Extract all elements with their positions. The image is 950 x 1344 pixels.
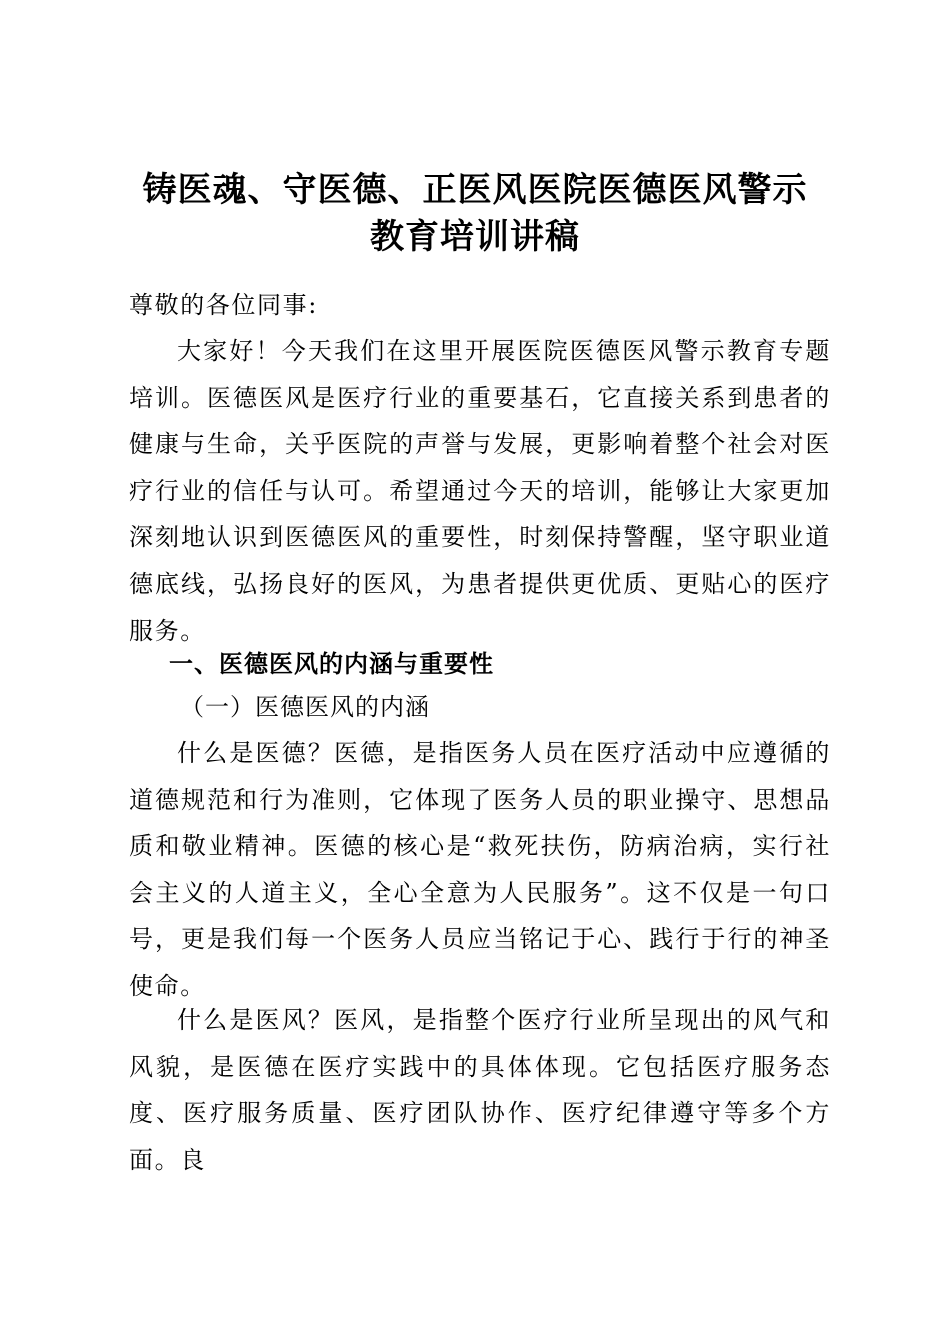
- paragraph-introduction: 大家好！今天我们在这里开展医院医德医风警示教育专题培训。医德医风是医疗行业的重要基石，它直接关系到患者的健康与生命，关乎医院的声誉与发展，更影响着整个社会对医疗行业的信任与认可。希望通过今天的培训，能够让大家更加深刻地认识到医德医风的重要性，时刻保持警醒，坚守职业道德底线，弘扬良好的医风，为患者提供更优质、更贴心的医疗服务。: [129, 337, 831, 645]
- subsection-heading-1: （一）医德医风的内涵: [180, 693, 430, 721]
- document-title-line-2: 教育培训讲稿: [370, 217, 580, 257]
- document-title-line-1: 铸医魂、守医德、正医风医院医德医风警示: [142, 170, 808, 210]
- paragraph-medical-style: 什么是医风？医风，是指整个医疗行业所呈现出的风气和风貌，是医德在医疗实践中的具体体现。它包括医疗服务态度、医疗服务质量、医疗团队协作、医疗纪律遵守等多个方面。良: [129, 1006, 831, 1174]
- paragraph-medical-ethics: 什么是医德？医德，是指医务人员在医疗活动中应遵循的道德规范和行为准则，它体现了医务人员的职业操守、思想品质和敬业精神。医德的核心是“救死扶伤，防病治病，实行社会主义的人道主义，全心全意为人民服务”。这不仅是一句口号，更是我们每一个医务人员应当铭记于心、践行于行的神圣使命。: [129, 739, 831, 1000]
- salutation: 尊敬的各位同事:: [129, 291, 318, 319]
- section-heading-1: 一、医德医风的内涵与重要性: [169, 650, 494, 678]
